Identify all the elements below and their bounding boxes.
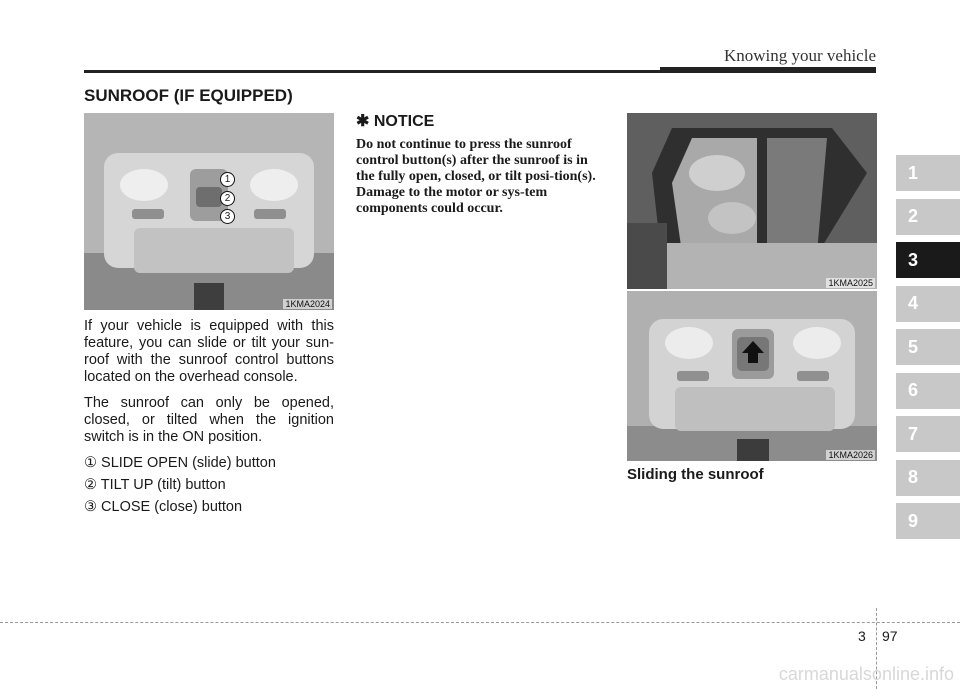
console-slide-photo [627,291,877,461]
chapter-tab-4[interactable]: 4 [896,286,960,322]
paragraph-ignition: The sunroof can only be opened, closed, or tilted when the ignition switch is in the ON position. [84,395,334,445]
callout-1: 1 [220,172,235,187]
console-photo [84,113,334,310]
header-title: Knowing your vehicle [723,46,876,65]
chapter-tab-2[interactable]: 2 [896,199,960,235]
chapter-tab-3[interactable]: 3 [896,242,960,278]
console-slide-illustration [627,291,877,461]
chapter-tab-8[interactable]: 8 [896,460,960,496]
list-item-close: ③ CLOSE (close) button [84,499,243,515]
figure-caption: 1KMA2025 [828,278,873,288]
body-text [84,318,334,521]
callout-3: 3 [220,209,235,224]
section-title: SUNROOF (IF EQUIPPED) [84,86,293,105]
subsection-caption: Sliding the sunroof [627,466,764,483]
watermark[interactable]: carmanualsonline.info [778,664,954,684]
chapter-tab-6[interactable]: 6 [896,373,960,409]
notice-text: Do not continue to press the sunroof control button(s) after the sunroof is in the fully open, closed, or tilt posi-tion(s). Damage to the motor or sys-tem components could occur. [356,137,596,216]
footer-section-number: 3 [858,628,866,644]
notice-title: ✱ NOTICE [356,113,435,130]
chapter-tab-5[interactable]: 5 [896,329,960,365]
footer-rule [0,622,960,623]
header-rule-accent [660,67,876,73]
console-illustration [84,113,334,310]
chapter-tabs [896,155,960,547]
figure-caption: 1KMA2024 [285,299,330,309]
chapter-tab-7[interactable]: 7 [896,416,960,452]
chapter-tab-1[interactable]: 1 [896,155,960,191]
list-item-slide-open: ① SLIDE OPEN (slide) button [84,455,276,471]
callout-2: 2 [220,191,235,206]
chapter-tab-9[interactable]: 9 [896,503,960,539]
figure-caption: 1KMA2026 [828,450,873,460]
footer-page-number: 97 [882,628,898,644]
list-item-tilt-up: ② TILT UP (tilt) button [84,477,226,493]
sunroof-photo [627,113,877,289]
paragraph-intro: If your vehicle is equipped with this feature, you can slide or tilt your sun-roof with the sunroof control buttons located on the overhead console. [84,318,334,385]
sunroof-illustration [627,113,877,289]
